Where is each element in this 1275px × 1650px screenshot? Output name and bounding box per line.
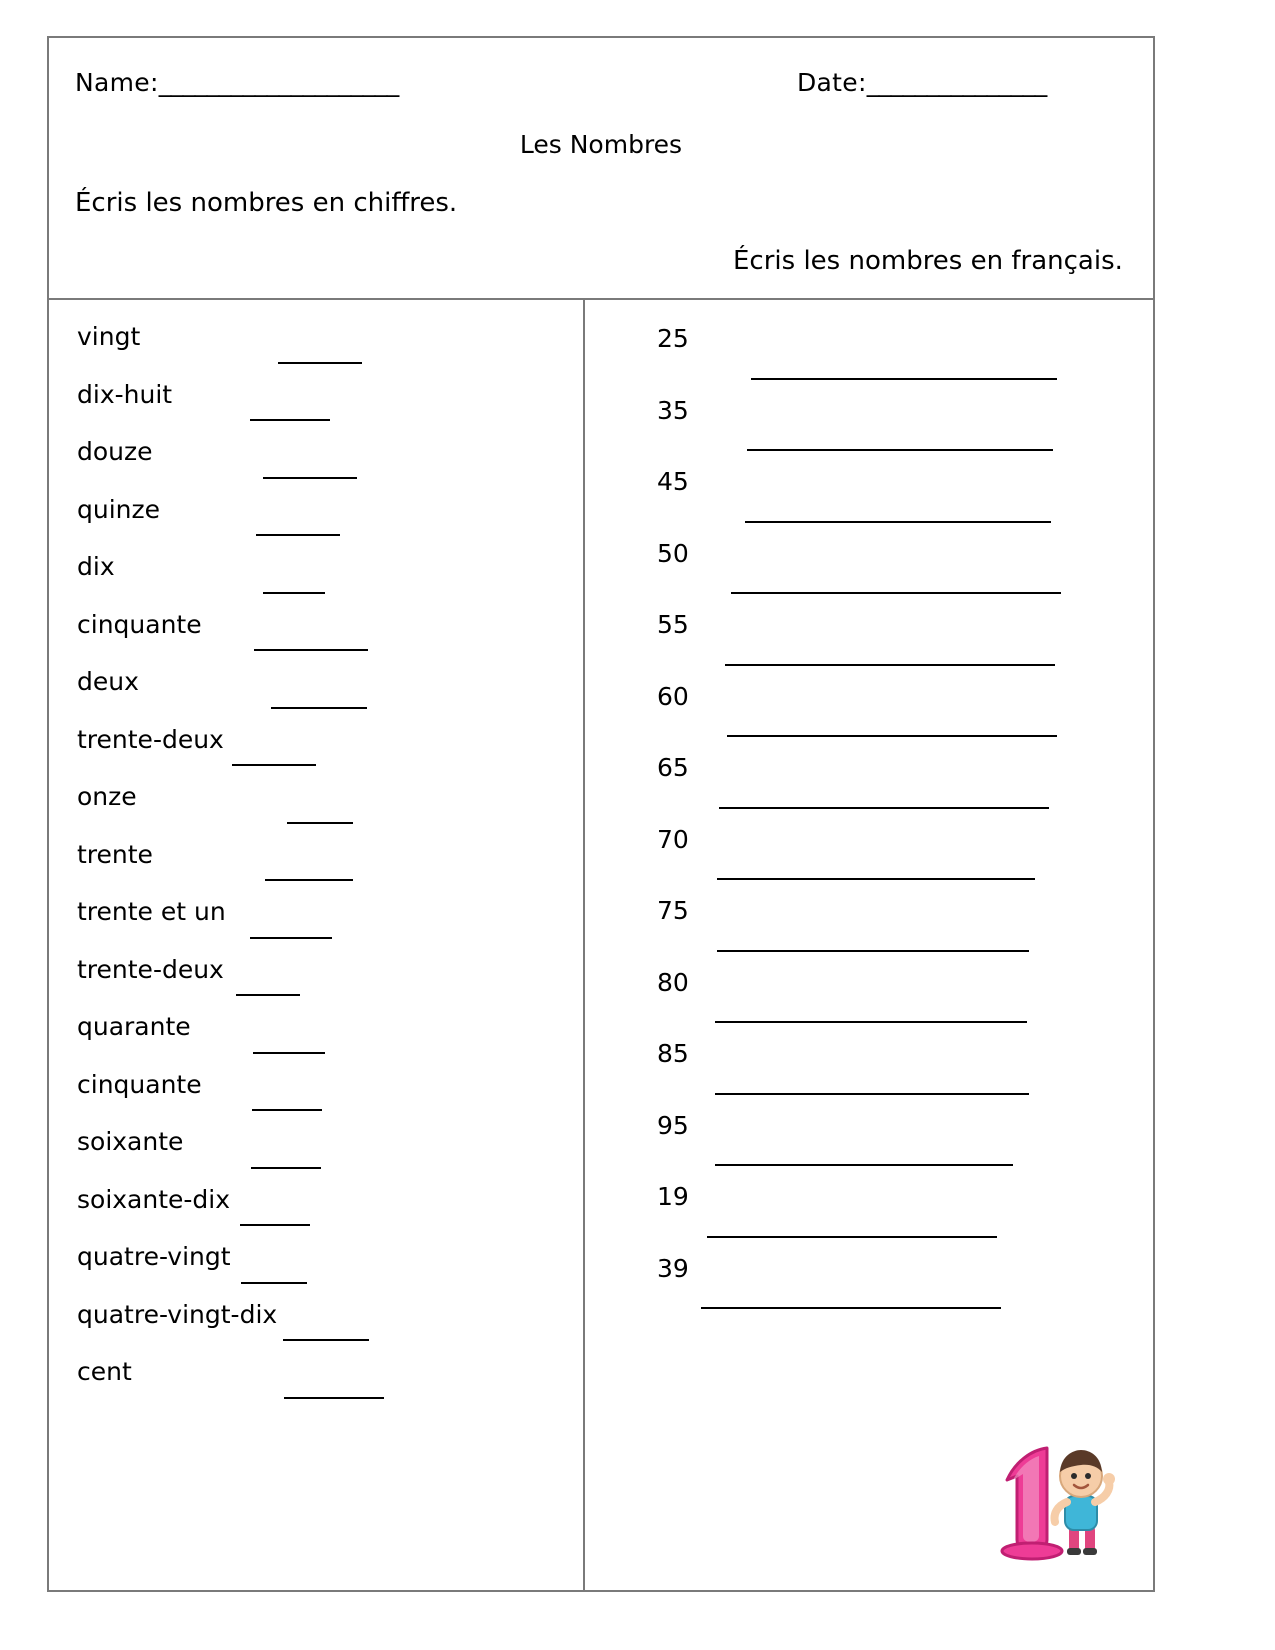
word-answer-row xyxy=(49,610,583,668)
word-answer-row xyxy=(49,1185,583,1243)
answer-blank[interactable] xyxy=(254,648,368,651)
french-number-word: trente-deux xyxy=(77,954,224,984)
numeral-answer-row xyxy=(585,1039,1153,1111)
word-answer-row xyxy=(49,1012,583,1070)
numeral-value: 75 xyxy=(657,896,689,925)
word-answer-row xyxy=(49,1357,583,1415)
answer-blank[interactable] xyxy=(701,1306,1001,1309)
page-title: Les Nombres xyxy=(519,130,683,159)
numeral-answer-row xyxy=(585,1111,1153,1183)
name-blank[interactable]: ____________________ xyxy=(158,68,399,97)
answer-blank[interactable] xyxy=(287,821,353,824)
worksheet-page xyxy=(47,36,1155,1592)
numeral-answer-row xyxy=(585,324,1153,396)
numeral-value: 45 xyxy=(657,467,689,496)
date-field-row xyxy=(797,68,1047,97)
word-answer-row xyxy=(49,1300,583,1358)
answer-blank[interactable] xyxy=(252,1108,322,1111)
numeral-value: 85 xyxy=(657,1039,689,1068)
numeral-answer-row xyxy=(585,1254,1153,1326)
answer-blank[interactable] xyxy=(265,878,353,881)
french-number-word: trente-deux xyxy=(77,724,224,754)
numeral-value: 80 xyxy=(657,967,689,997)
answer-blank[interactable] xyxy=(250,418,330,421)
answer-blank[interactable] xyxy=(278,361,362,364)
numeral-value: 39 xyxy=(657,1253,689,1283)
french-number-word: quarante xyxy=(77,1012,191,1041)
word-answer-row xyxy=(49,1242,583,1300)
french-number-word: cinquante xyxy=(77,609,202,639)
answer-blank[interactable] xyxy=(715,1092,1029,1095)
name-field-row xyxy=(75,68,399,97)
word-answer-row xyxy=(49,897,583,955)
answer-blank[interactable] xyxy=(731,591,1061,594)
answer-blank[interactable] xyxy=(263,591,325,594)
numeral-answer-row xyxy=(585,968,1153,1040)
answer-blank[interactable] xyxy=(717,877,1035,880)
word-answer-row xyxy=(49,725,583,783)
answer-blank[interactable] xyxy=(283,1338,369,1341)
numeral-answer-row xyxy=(585,896,1153,968)
date-blank[interactable]: _______________ xyxy=(866,68,1047,97)
answer-blank[interactable] xyxy=(717,949,1029,952)
numeral-answer-row xyxy=(585,753,1153,825)
word-answer-row xyxy=(49,782,583,840)
french-number-word: trente xyxy=(77,839,153,869)
numeral-answer-row xyxy=(585,467,1153,539)
word-answer-row xyxy=(49,322,583,380)
french-number-word: cinquante xyxy=(77,1069,202,1099)
name-label: Name: xyxy=(75,68,159,97)
answer-blank[interactable] xyxy=(271,706,367,709)
answer-blank[interactable] xyxy=(715,1163,1013,1166)
numeral-value: 95 xyxy=(657,1110,689,1140)
french-number-word: quatre-vingt xyxy=(77,1242,231,1271)
numeral-answer-row xyxy=(585,1182,1153,1254)
answer-blank[interactable] xyxy=(719,806,1049,809)
answer-blank[interactable] xyxy=(236,993,300,996)
numeral-answer-row xyxy=(585,682,1153,754)
numeral-value: 35 xyxy=(657,395,689,425)
french-number-word: soixante xyxy=(77,1127,184,1156)
answer-blank[interactable] xyxy=(747,448,1053,451)
french-number-word: deux xyxy=(77,667,139,696)
french-number-word: dix xyxy=(77,552,115,581)
numeral-answer-row xyxy=(585,396,1153,468)
french-number-word: quinze xyxy=(77,494,161,524)
numeral-value: 70 xyxy=(657,824,689,854)
answer-blank[interactable] xyxy=(253,1051,325,1054)
word-answer-row xyxy=(49,1127,583,1185)
word-answer-row xyxy=(49,552,583,610)
french-number-word: douze xyxy=(77,437,153,466)
answer-blank[interactable] xyxy=(251,1166,321,1169)
french-number-word: soixante-dix xyxy=(77,1184,231,1214)
answer-blank[interactable] xyxy=(284,1396,384,1399)
worksheet-body xyxy=(49,300,1153,1590)
number-one-character-icon xyxy=(977,1418,1127,1568)
word-answer-row xyxy=(49,955,583,1013)
word-answer-row xyxy=(49,437,583,495)
numeral-value: 19 xyxy=(657,1182,689,1211)
french-number-word: cent xyxy=(77,1357,132,1386)
instruction-right: Écris les nombres en français. xyxy=(733,246,1123,276)
numeral-value: 25 xyxy=(657,324,689,353)
numeral-answer-row xyxy=(585,825,1153,897)
word-answer-row xyxy=(49,1070,583,1128)
worksheet-header xyxy=(49,38,1153,300)
answer-blank[interactable] xyxy=(263,476,357,479)
word-answer-row xyxy=(49,380,583,438)
answer-blank[interactable] xyxy=(240,1223,310,1226)
answer-blank[interactable] xyxy=(715,1020,1027,1023)
french-number-word: trente et un xyxy=(77,897,226,926)
answer-blank[interactable] xyxy=(751,377,1057,380)
word-answer-row xyxy=(49,495,583,553)
numeral-value: 50 xyxy=(657,538,689,568)
french-number-word: quatre-vingt-dix xyxy=(77,1299,278,1329)
french-number-word: vingt xyxy=(77,322,141,351)
answer-blank[interactable] xyxy=(707,1235,997,1238)
answer-blank[interactable] xyxy=(725,663,1055,666)
french-number-word: dix-huit xyxy=(77,379,173,409)
numeral-value: 55 xyxy=(657,610,689,639)
answer-blank[interactable] xyxy=(241,1281,307,1284)
numeral-value: 60 xyxy=(657,681,689,711)
answer-blank[interactable] xyxy=(232,763,316,766)
right-column-numbers xyxy=(585,300,1153,1325)
instruction-left: Écris les nombres en chiffres. xyxy=(75,188,458,218)
word-answer-row xyxy=(49,667,583,725)
date-label: Date: xyxy=(797,68,867,97)
answer-blank[interactable] xyxy=(727,734,1057,737)
numeral-answer-row xyxy=(585,610,1153,682)
answer-blank[interactable] xyxy=(250,936,332,939)
word-answer-row xyxy=(49,840,583,898)
numeral-answer-row xyxy=(585,539,1153,611)
left-column-words xyxy=(49,300,583,1415)
answer-blank[interactable] xyxy=(256,533,340,536)
french-number-word: onze xyxy=(77,782,137,811)
numeral-value: 65 xyxy=(657,753,689,782)
answer-blank[interactable] xyxy=(745,520,1051,523)
